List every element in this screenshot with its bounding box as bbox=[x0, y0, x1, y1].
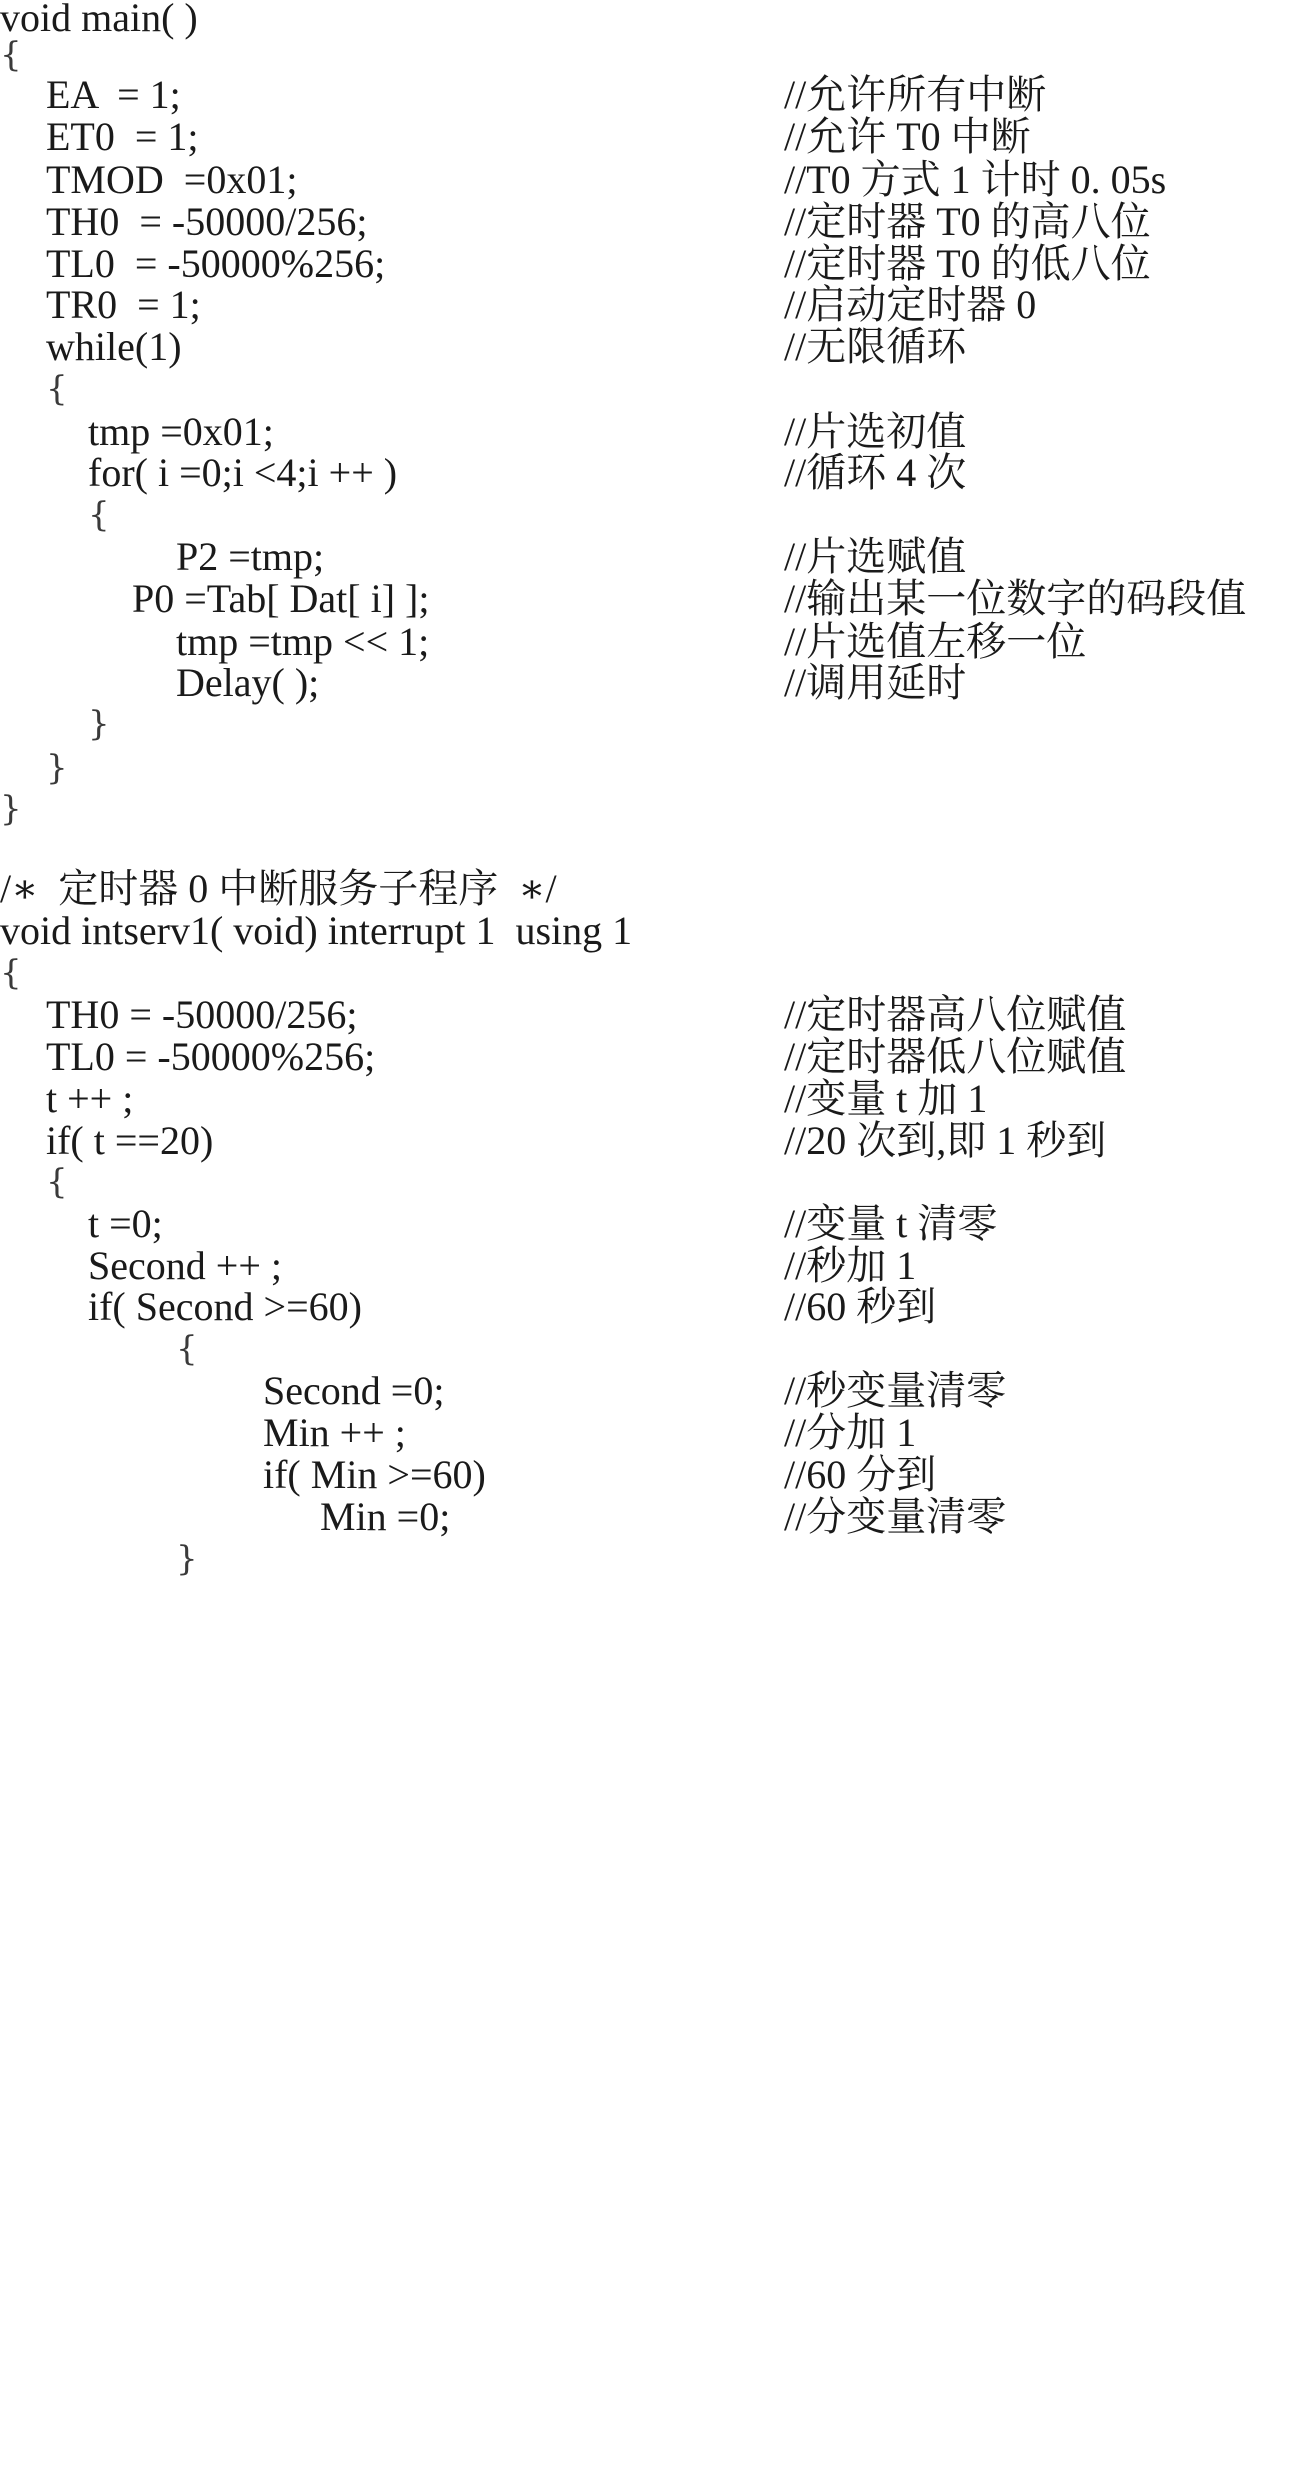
code-statement: TMOD =0x01; bbox=[46, 157, 298, 202]
code-comment: //定时器 T0 的低八位 bbox=[784, 241, 1151, 286]
code-statement: } bbox=[46, 748, 68, 788]
code-comment: //无限循环 bbox=[784, 324, 967, 369]
code-comment: //秒加 1 bbox=[784, 1243, 917, 1288]
code-comment: //分变量清零 bbox=[784, 1494, 1007, 1539]
code-statement: tmp =tmp << 1; bbox=[176, 619, 430, 664]
code-comment: //60 秒到 bbox=[784, 1284, 937, 1329]
code-statement: t ++ ; bbox=[46, 1076, 134, 1121]
code-statement: Min ++ ; bbox=[263, 1410, 406, 1455]
code-statement: tmp =0x01; bbox=[88, 409, 274, 454]
code-comment: //片选赋值 bbox=[784, 534, 967, 579]
code-comment: //变量 t 加 1 bbox=[784, 1076, 988, 1121]
code-statement: Second =0; bbox=[263, 1368, 445, 1413]
code-statement: TL0 = -50000%256; bbox=[46, 1034, 376, 1079]
code-statement: EA = 1; bbox=[46, 72, 181, 117]
code-comment: //定时器高八位赋值 bbox=[784, 992, 1127, 1037]
code-comment: //允许 T0 中断 bbox=[784, 114, 1031, 159]
code-comment: //启动定时器 0 bbox=[784, 282, 1037, 327]
code-statement: TH0 = -50000/256; bbox=[46, 992, 358, 1037]
code-comment: //秒变量清零 bbox=[784, 1368, 1007, 1413]
code-comment: //60 分到 bbox=[784, 1452, 937, 1497]
code-comment: //T0 方式 1 计时 0. 05s bbox=[784, 157, 1167, 202]
code-comment: //片选初值 bbox=[784, 409, 967, 454]
code-comment: //定时器 T0 的高八位 bbox=[784, 199, 1151, 244]
code-statement: t =0; bbox=[88, 1201, 163, 1246]
code-statement: while(1) bbox=[46, 324, 182, 369]
code-statement: TH0 = -50000/256; bbox=[46, 199, 368, 244]
code-statement: } bbox=[88, 704, 110, 744]
code-statement: TR0 = 1; bbox=[46, 282, 201, 327]
code-statement: } bbox=[0, 789, 22, 829]
code-statement: ET0 = 1; bbox=[46, 114, 199, 159]
code-statement: if( t ==20) bbox=[46, 1118, 214, 1163]
code-statement: { bbox=[46, 1162, 68, 1202]
code-comment: //变量 t 清零 bbox=[784, 1201, 998, 1246]
code-comment: //分加 1 bbox=[784, 1410, 917, 1455]
code-statement: if( Min >=60) bbox=[263, 1452, 486, 1497]
code-statement: /∗ 定时器 0 中断服务子程序 ∗/ bbox=[0, 866, 557, 911]
code-statement: void intserv1( void) interrupt 1 using 1 bbox=[0, 908, 633, 953]
code-statement: } bbox=[176, 1539, 198, 1579]
code-statement: for( i =0;i <4;i ++ ) bbox=[88, 450, 398, 495]
code-statement: { bbox=[0, 35, 22, 75]
code-comment: //调用延时 bbox=[784, 660, 967, 705]
code-statement: Second ++ ; bbox=[88, 1243, 282, 1288]
code-statement: { bbox=[176, 1329, 198, 1369]
code-statement: P2 =tmp; bbox=[176, 534, 325, 579]
code-statement: { bbox=[46, 369, 68, 409]
code-comment: //输出某一位数字的码段值 bbox=[784, 576, 1247, 621]
code-statement: void main( ) bbox=[0, 0, 198, 40]
code-statement: Min =0; bbox=[320, 1494, 451, 1539]
code-statement: { bbox=[0, 953, 22, 993]
code-comment: //20 次到,即 1 秒到 bbox=[784, 1118, 1107, 1163]
code-statement: { bbox=[88, 495, 110, 535]
code-statement: Delay( ); bbox=[176, 660, 320, 705]
code-line bbox=[0, 1529, 1309, 1589]
code-statement: P0 =Tab[ Dat[ i] ]; bbox=[132, 576, 430, 621]
code-comment: //允许所有中断 bbox=[784, 72, 1047, 117]
code-comment: //循环 4 次 bbox=[784, 450, 967, 495]
code-statement: if( Second >=60) bbox=[88, 1284, 362, 1329]
code-statement: TL0 = -50000%256; bbox=[46, 241, 386, 286]
code-comment: //片选值左移一位 bbox=[784, 619, 1087, 664]
code-comment: //定时器低八位赋值 bbox=[784, 1034, 1127, 1079]
